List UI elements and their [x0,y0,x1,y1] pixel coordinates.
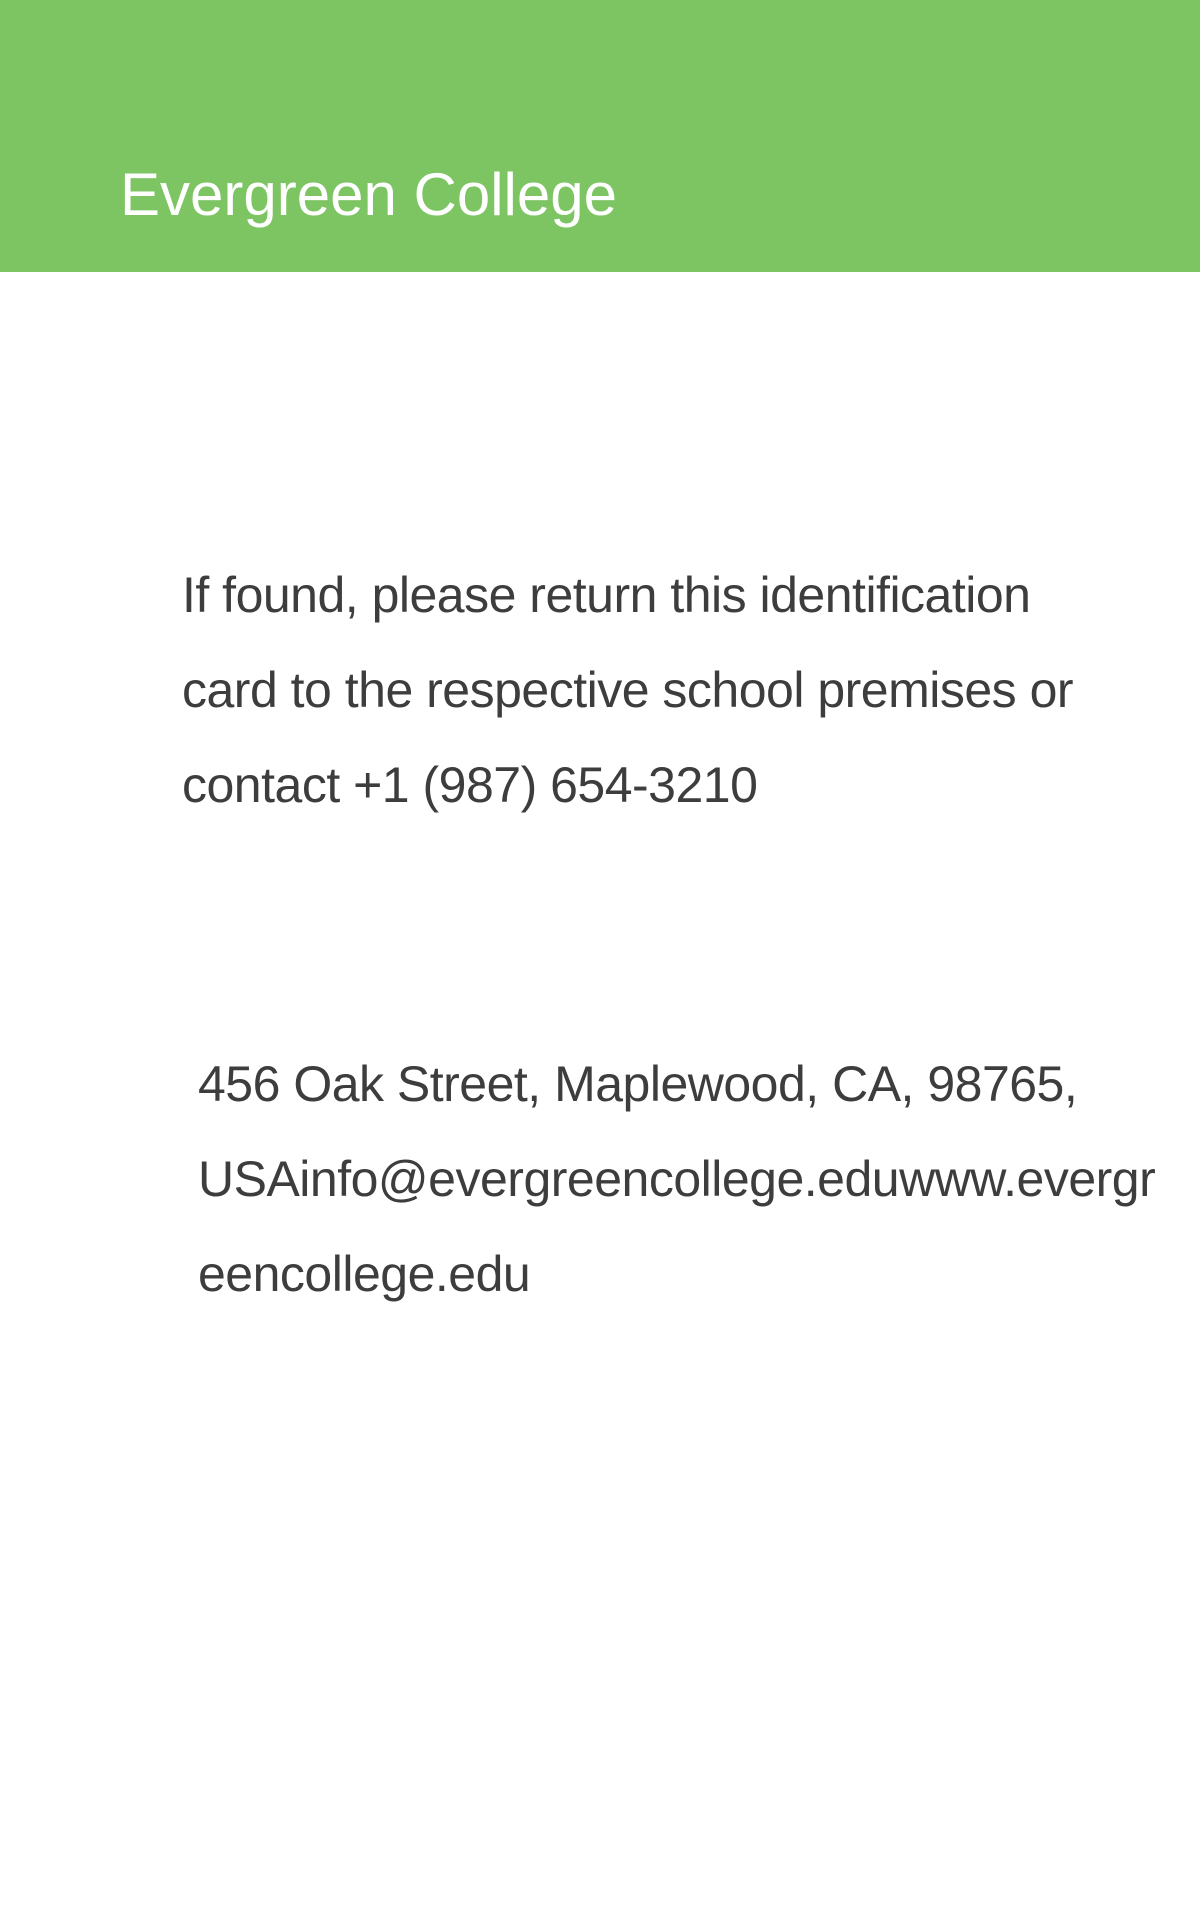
contact-line: USAinfo@evergreencollege.eduwww.evergr [198,1151,1156,1207]
notice-line: If found, please return this identification [182,567,1031,623]
contact-line: eencollege.edu [198,1246,531,1302]
notice-line: card to the respective school premises or [182,662,1074,718]
return-notice [182,548,1073,833]
contact-line: 456 Oak Street, Maplewood, CA, 98765, [198,1056,1078,1112]
contact-info [198,1037,1155,1322]
college-name-title: Evergreen College [120,161,617,228]
notice-line: contact +1 (987) 654-3210 [182,757,758,813]
header-band [0,0,1200,272]
